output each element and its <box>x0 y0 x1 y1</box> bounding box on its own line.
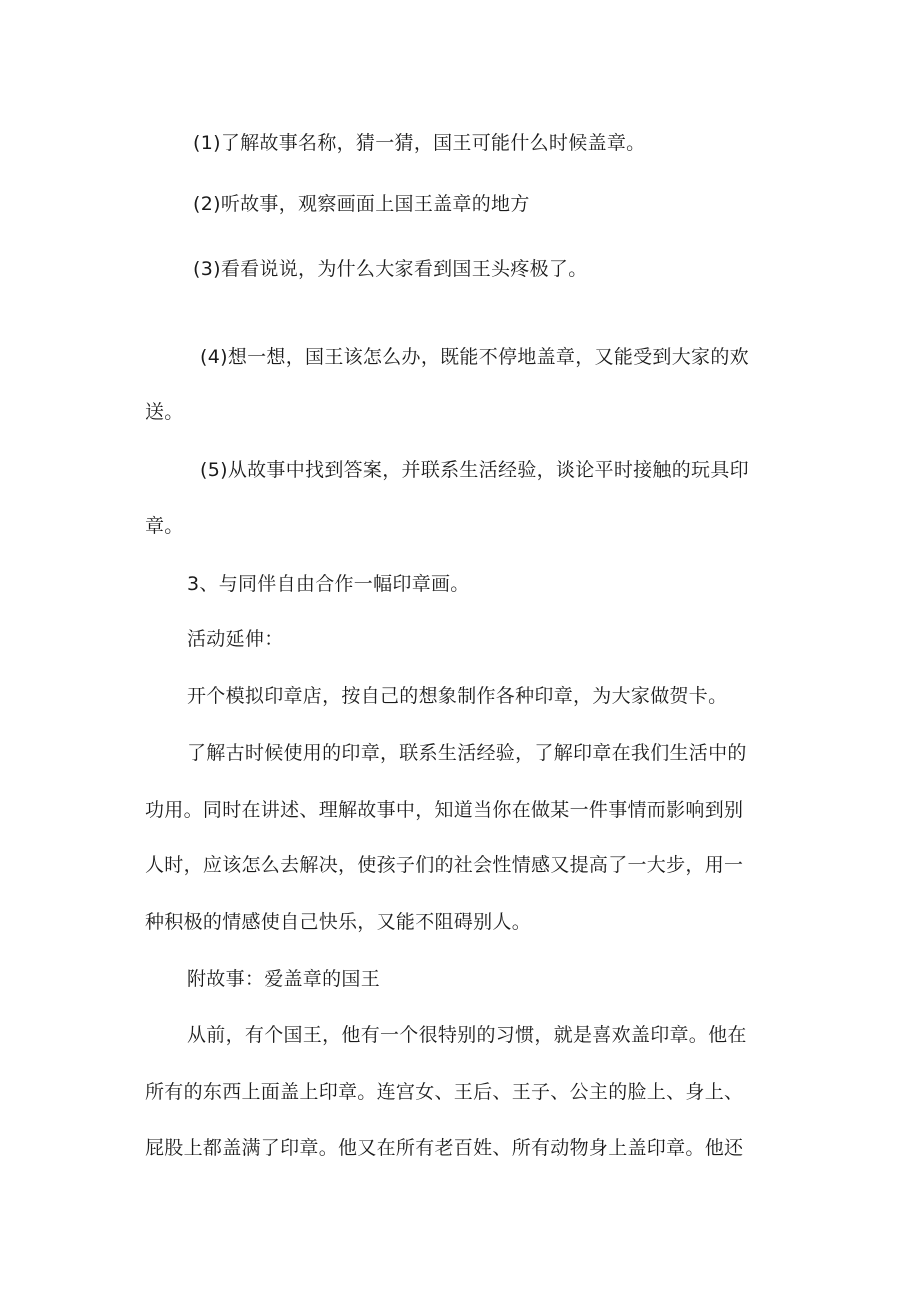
story-heading: 附故事：爱盖章的国王 <box>187 968 381 990</box>
step-4-line-2: 送。 <box>145 401 184 423</box>
story-line-3: 屁股上都盖满了印章。他又在所有老百姓、所有动物身上盖印章。他还 <box>145 1137 744 1159</box>
step-2: (2)听故事，观察画面上国王盖章的地方 <box>193 193 530 215</box>
step-4-line-1: (4)想一想，国王该怎么办，既能不停地盖章，又能受到大家的欢 <box>200 346 749 368</box>
reflection-line-1: 了解古时候使用的印章，联系生活经验，了解印章在我们生活中的 <box>187 742 747 764</box>
step-3: (3)看看说说，为什么大家看到国王头疼极了。 <box>193 258 588 280</box>
reflection-line-4: 种积极的情感使自己快乐，又能不阻碍别人。 <box>145 911 532 933</box>
story-line-2: 所有的东西上面盖上印章。连宫女、王后、王子、公主的脸上、身上、 <box>145 1081 744 1103</box>
item-3: 3、与同伴自由合作一幅印章画。 <box>187 573 470 595</box>
step-5-line-1: (5)从故事中找到答案，并联系生活经验，谈论平时接触的玩具印 <box>200 459 749 481</box>
step-5-line-2: 章。 <box>145 515 184 537</box>
reflection-line-3: 人时，应该怎么去解决，使孩子们的社会性情感又提高了一大步，用一 <box>145 854 744 876</box>
step-1: (1)了解故事名称，猜一猜，国王可能什么时候盖章。 <box>193 132 646 154</box>
extension-text: 开个模拟印章店，按自己的想象制作各种印章，为大家做贺卡。 <box>187 685 728 707</box>
reflection-line-2: 功用。同时在讲述、理解故事中，知道当你在做某一件事情而影响到别 <box>145 799 744 821</box>
story-line-1: 从前，有个国王，他有一个很特别的习惯，就是喜欢盖印章。他在 <box>187 1024 747 1046</box>
extension-heading: 活动延伸： <box>187 628 284 650</box>
